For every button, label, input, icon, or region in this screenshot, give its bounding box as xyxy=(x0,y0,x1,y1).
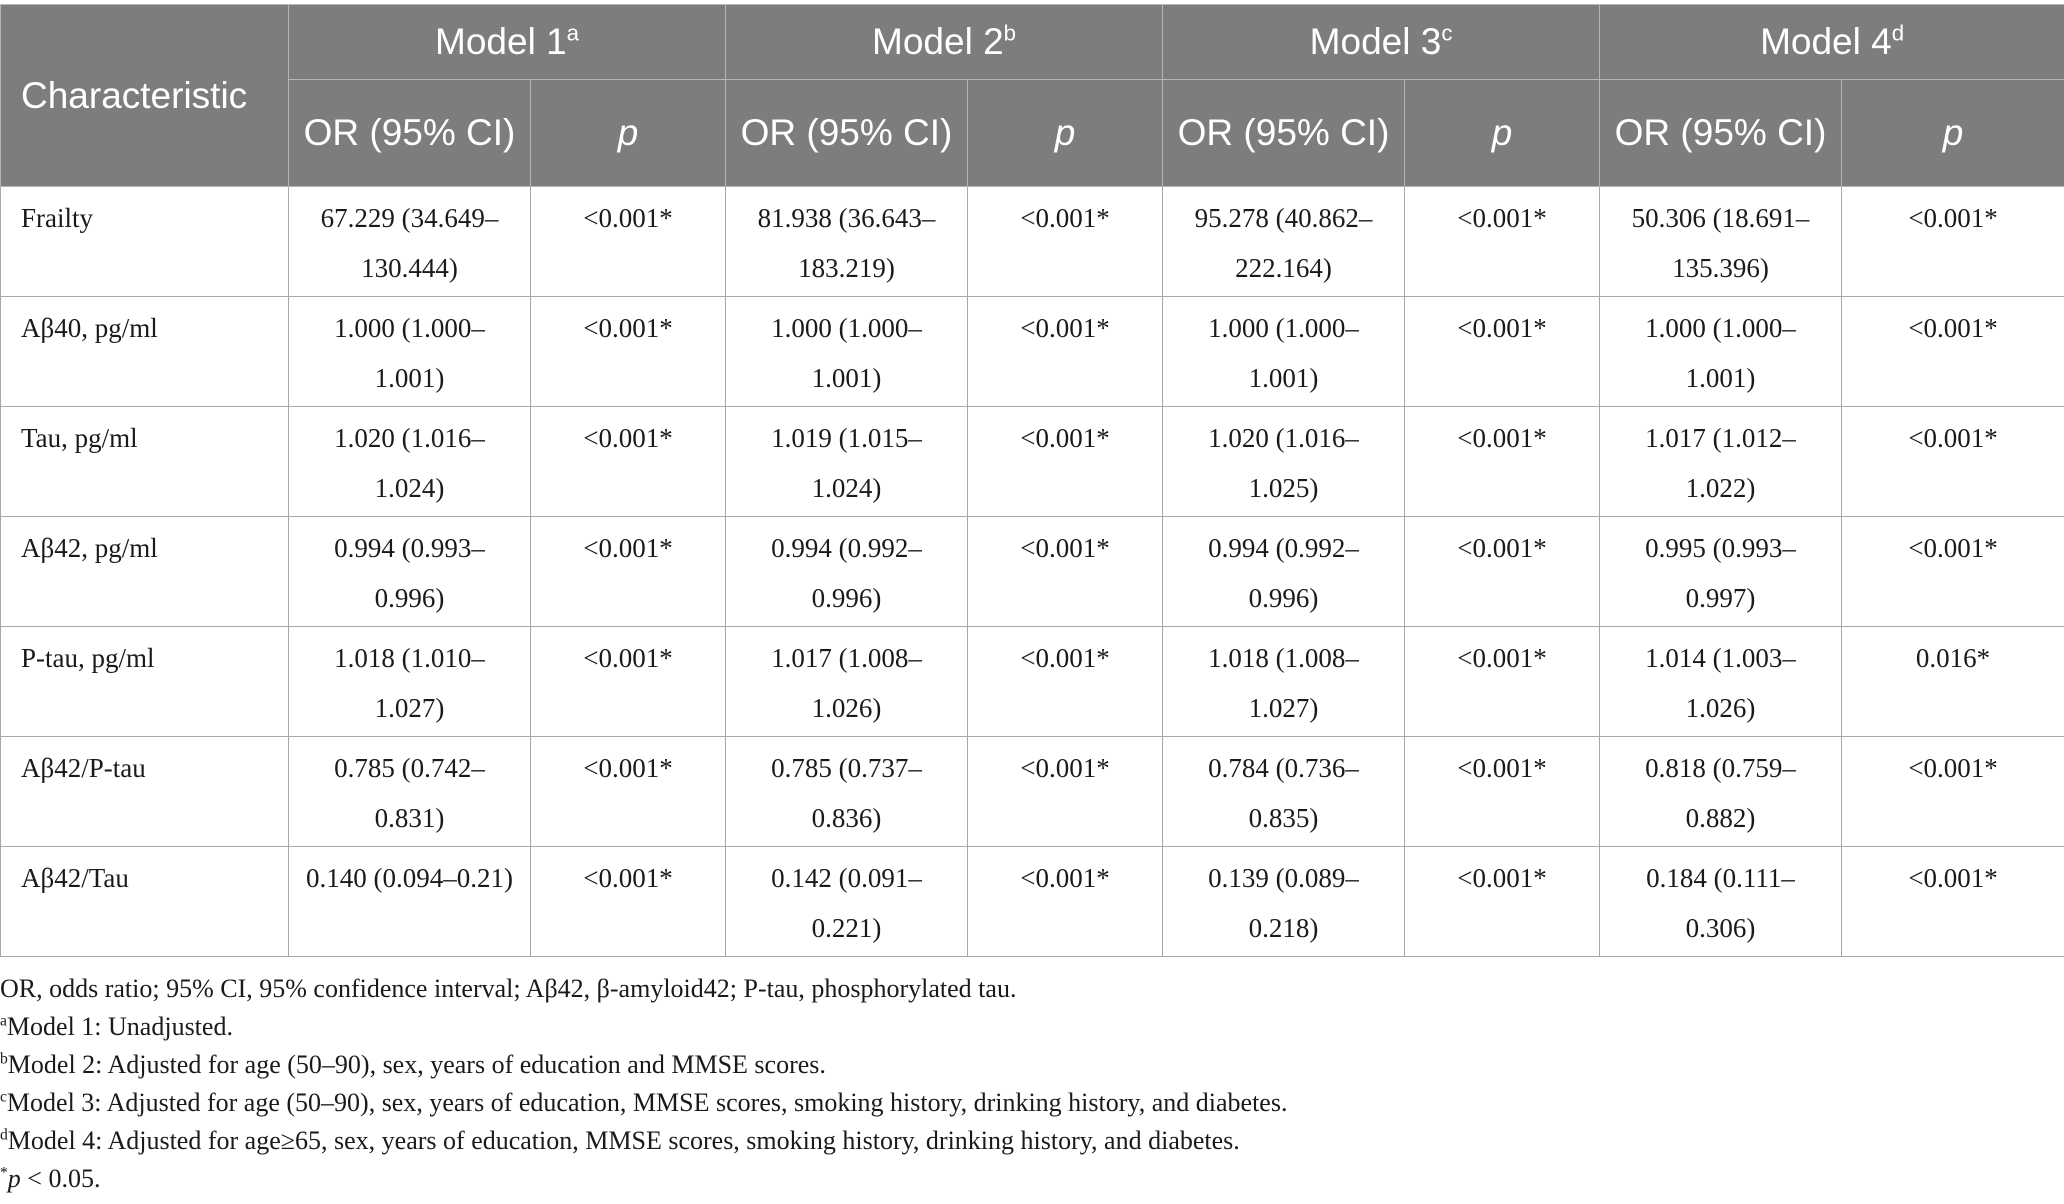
header-p-value xyxy=(1842,80,2064,187)
footnote-marker: c xyxy=(0,1088,7,1106)
or-ci-cell: 0.785 (0.742–0.831) xyxy=(289,737,531,847)
or-ci-cell: 81.938 (36.643–183.219) xyxy=(726,187,968,297)
p-value-cell: <0.001* xyxy=(531,517,726,627)
header-model-1 xyxy=(289,5,726,80)
or-ci-cell: 0.995 (0.993–0.997) xyxy=(1600,517,1842,627)
p-value-cell: <0.001* xyxy=(1842,187,2064,297)
table-row xyxy=(1,297,2064,407)
p-value-cell: <0.001* xyxy=(968,847,1163,957)
or-ci-cell: 50.306 (18.691–135.396) xyxy=(1600,187,1842,297)
p-value-cell: <0.001* xyxy=(1405,187,1600,297)
p-value-cell: <0.001* xyxy=(968,627,1163,737)
or-ci-cell: 1.000 (1.000–1.001) xyxy=(1163,297,1405,407)
footnote-model-3 xyxy=(0,1084,2060,1122)
p-value-cell: <0.001* xyxy=(1405,407,1600,517)
row-label: Frailty xyxy=(1,187,289,297)
header-or-ci: OR (95% CI) xyxy=(1163,80,1405,187)
p-symbol: p xyxy=(1491,112,1513,153)
or-ci-cell: 0.139 (0.089–0.218) xyxy=(1163,847,1405,957)
table-body xyxy=(1,187,2064,957)
row-label: Aβ40, pg/ml xyxy=(1,297,289,407)
p-value-cell: <0.001* xyxy=(1405,847,1600,957)
or-ci-cell: 1.000 (1.000–1.001) xyxy=(1600,297,1842,407)
or-ci-cell: 1.014 (1.003–1.026) xyxy=(1600,627,1842,737)
table-footnotes xyxy=(0,970,2060,1198)
p-value-cell: <0.001* xyxy=(968,517,1163,627)
p-symbol: p xyxy=(617,112,639,153)
or-ci-cell: 1.000 (1.000–1.001) xyxy=(726,297,968,407)
odds-ratio-table xyxy=(0,4,2064,957)
or-ci-cell: 0.784 (0.736–0.835) xyxy=(1163,737,1405,847)
header-or-ci: OR (95% CI) xyxy=(726,80,968,187)
model-1-sup: a xyxy=(566,20,579,46)
footnote-text: Model 3: Adjusted for age (50–90), sex, years of education, MMSE scores, smoking history, drinking history, and diabetes. xyxy=(6,1088,1288,1117)
header-model-3 xyxy=(1163,5,1600,80)
table-row xyxy=(1,847,2064,957)
or-ci-cell: 1.020 (1.016–1.025) xyxy=(1163,407,1405,517)
p-value-cell: <0.001* xyxy=(1405,737,1600,847)
model-2-label: Model 2 xyxy=(872,21,1004,62)
p-value-cell: <0.001* xyxy=(1405,297,1600,407)
or-ci-cell: 0.142 (0.091–0.221) xyxy=(726,847,968,957)
or-ci-cell: 0.140 (0.094–0.21) xyxy=(289,847,531,957)
footnote-marker: d xyxy=(0,1126,8,1144)
p-value-cell: <0.001* xyxy=(1405,517,1600,627)
p-symbol: p xyxy=(1942,112,1964,153)
footnote-abbreviations: OR, odds ratio; 95% CI, 95% confidence interval; Aβ42, β-amyloid42; P-tau, phosphorylated tau. xyxy=(0,974,1017,1003)
or-ci-cell: 1.019 (1.015–1.024) xyxy=(726,407,968,517)
model-4-label: Model 4 xyxy=(1760,21,1892,62)
table-row xyxy=(1,187,2064,297)
p-value-cell: <0.001* xyxy=(1842,407,2064,517)
header-or-ci: OR (95% CI) xyxy=(1600,80,1842,187)
p-value-cell: <0.001* xyxy=(531,627,726,737)
model-4-sup: d xyxy=(1891,20,1905,46)
p-value-cell: <0.001* xyxy=(968,297,1163,407)
header-p-value xyxy=(968,80,1163,187)
p-value-cell: <0.001* xyxy=(531,187,726,297)
header-model-2 xyxy=(726,5,1163,80)
row-label: Aβ42/P-tau xyxy=(1,737,289,847)
or-ci-cell: 95.278 (40.862–222.164) xyxy=(1163,187,1405,297)
or-ci-cell: 0.184 (0.111–0.306) xyxy=(1600,847,1842,957)
table-row xyxy=(1,517,2064,627)
footnote-model-2 xyxy=(0,1046,2060,1084)
footnote-text: Model 4: Adjusted for age≥65, sex, years of education, MMSE scores, smoking history, drinking history, and diabetes. xyxy=(7,1126,1240,1155)
p-value-cell: <0.001* xyxy=(1842,847,2064,957)
table-row xyxy=(1,407,2064,517)
or-ci-cell: 0.994 (0.993–0.996) xyxy=(289,517,531,627)
p-value-cell: <0.001* xyxy=(1842,737,2064,847)
or-ci-cell: 0.818 (0.759–0.882) xyxy=(1600,737,1842,847)
or-ci-cell: 1.018 (1.010–1.027) xyxy=(289,627,531,737)
p-value-cell: <0.001* xyxy=(1405,627,1600,737)
p-symbol: p xyxy=(1054,112,1076,153)
row-label: Tau, pg/ml xyxy=(1,407,289,517)
p-value-cell: <0.001* xyxy=(531,737,726,847)
p-value-cell: <0.001* xyxy=(531,847,726,957)
p-value-cell: <0.001* xyxy=(968,187,1163,297)
model-1-label: Model 1 xyxy=(435,21,567,62)
model-3-sup: c xyxy=(1441,20,1453,46)
p-value-cell: <0.001* xyxy=(531,407,726,517)
results-table-container xyxy=(0,4,2064,957)
footnote-model-4 xyxy=(0,1122,2060,1160)
row-label: Aβ42/Tau xyxy=(1,847,289,957)
footnote-marker: * xyxy=(0,1164,8,1182)
footnote-marker: b xyxy=(0,1050,8,1068)
footnote-text: < 0.05. xyxy=(20,1164,101,1193)
row-label: Aβ42, pg/ml xyxy=(1,517,289,627)
p-value-cell: <0.001* xyxy=(531,297,726,407)
footnote-text: Model 1: Unadjusted. xyxy=(6,1012,233,1041)
footnote-text: Model 2: Adjusted for age (50–90), sex, years of education and MMSE scores. xyxy=(7,1050,826,1079)
p-value-cell: <0.001* xyxy=(1842,517,2064,627)
header-p-value xyxy=(1405,80,1600,187)
or-ci-cell: 1.017 (1.012–1.022) xyxy=(1600,407,1842,517)
or-ci-cell: 1.020 (1.016–1.024) xyxy=(289,407,531,517)
header-model-4 xyxy=(1600,5,2064,80)
header-or-ci: OR (95% CI) xyxy=(289,80,531,187)
or-ci-cell: 1.000 (1.000–1.001) xyxy=(289,297,531,407)
or-ci-cell: 0.785 (0.737–0.836) xyxy=(726,737,968,847)
p-value-cell: 0.016* xyxy=(1842,627,2064,737)
or-ci-cell: 1.018 (1.008–1.027) xyxy=(1163,627,1405,737)
header-characteristic: Characteristic xyxy=(1,5,289,187)
table-row xyxy=(1,627,2064,737)
footnote-significance xyxy=(0,1160,2060,1198)
table-row xyxy=(1,737,2064,847)
table-header xyxy=(1,5,2064,187)
header-p-value xyxy=(531,80,726,187)
p-value-cell: <0.001* xyxy=(1842,297,2064,407)
row-label: P-tau, pg/ml xyxy=(1,627,289,737)
model-3-label: Model 3 xyxy=(1309,21,1442,62)
or-ci-cell: 1.017 (1.008–1.026) xyxy=(726,627,968,737)
footnote-model-1 xyxy=(0,1008,2060,1046)
footnote-marker: a xyxy=(0,1012,7,1030)
or-ci-cell: 0.994 (0.992–0.996) xyxy=(1163,517,1405,627)
model-2-sup: b xyxy=(1003,20,1017,46)
p-value-cell: <0.001* xyxy=(968,737,1163,847)
p-value-cell: <0.001* xyxy=(968,407,1163,517)
or-ci-cell: 67.229 (34.649–130.444) xyxy=(289,187,531,297)
or-ci-cell: 0.994 (0.992–0.996) xyxy=(726,517,968,627)
p-symbol: p xyxy=(7,1164,21,1193)
